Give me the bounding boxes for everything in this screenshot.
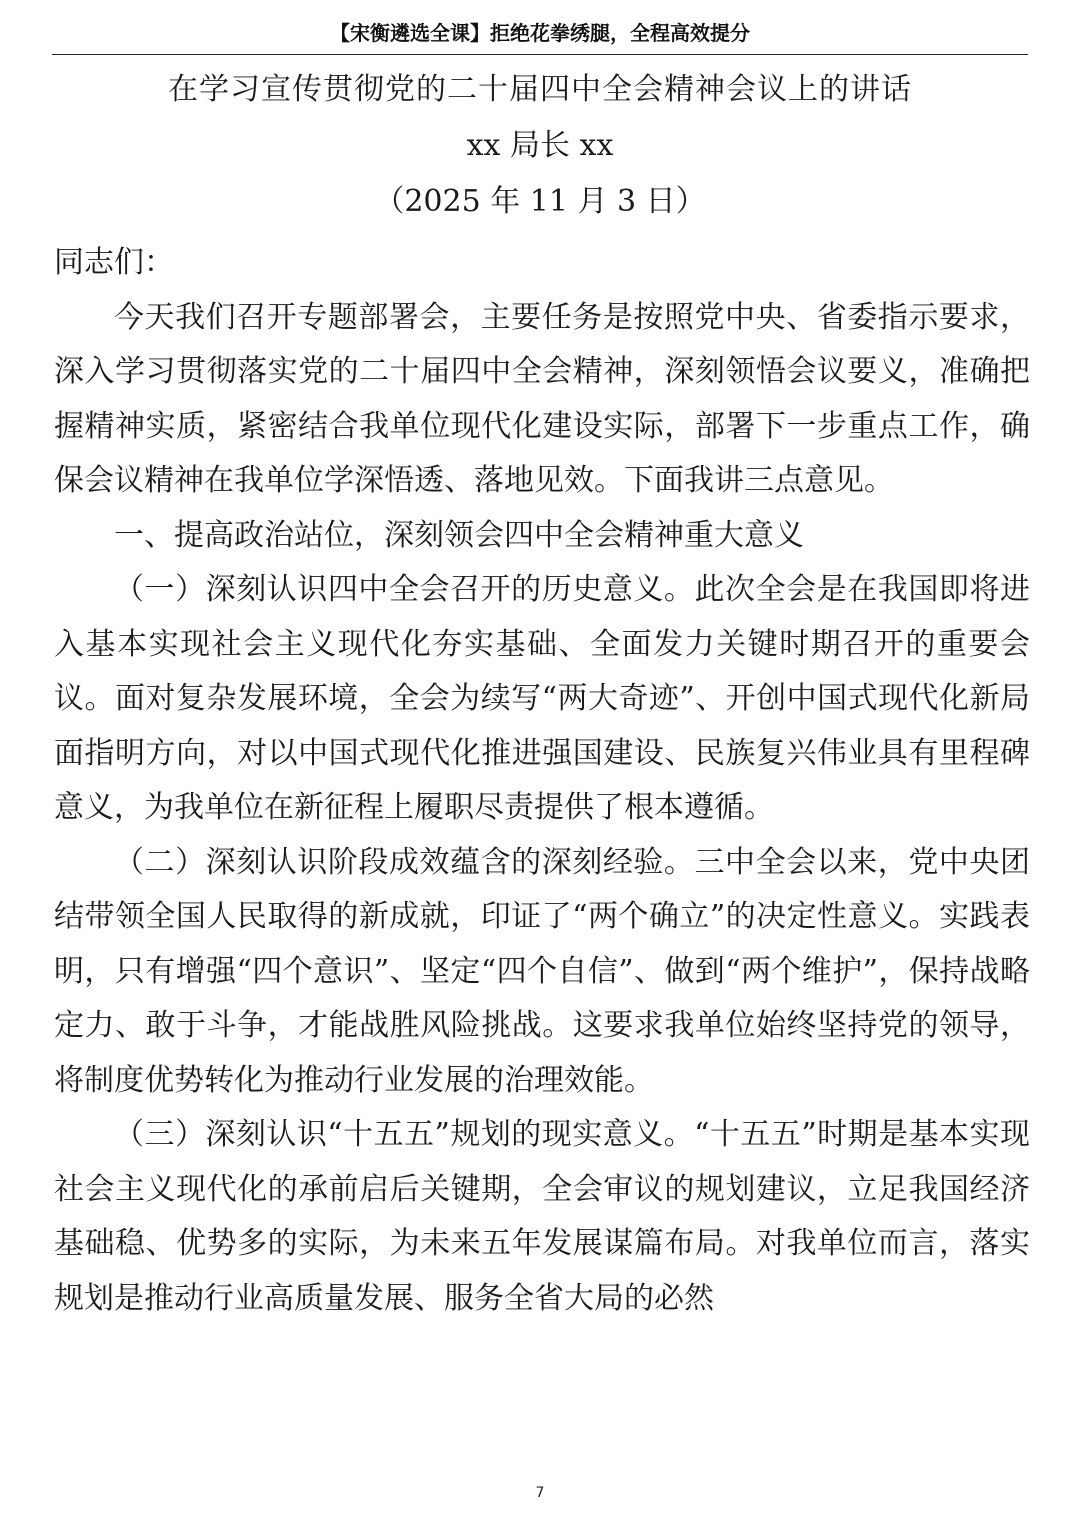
salutation: 同志们： [54, 245, 174, 280]
subsection-paragraph-3: （三）深刻认识“十五五”规划的现实意义。“十五五”时期是基本实现社会主义现代化的承前启后关键期，全会审议的规划建议，立足我国经济基础稳、优势多的实际，为未来五年发展谋篇布局。对我单位而言，落实规划是推动行业高质量发展、服务全省大局的必然 [54, 1117, 1030, 1316]
subsection-paragraph-1: （一）深刻认识四中全会召开的历史意义。此次全会是在我国即将进入基本实现社会主义现代化夯实基础、全面发力关键时期召开的重要会议。面对复杂发展环境，全会为续写“两大奇迹”、开创中国式现代化新局面指明方向，对以中国式现代化推进强国建设、民族复兴伟业具有里程碑意义，为我单位在新征程上履职尽责提供了根本遵循。 [54, 572, 1030, 825]
document-date: （2025 年 11 月 3 日） [374, 184, 706, 219]
intro-paragraph: 今天我们召开专题部署会，主要任务是按照党中央、省委指示要求，深入学习贯彻落实党的二十届四中全会精神，深刻领悟会议要义，准确把握精神实质，紧密结合我单位现代化建设实际，部署下一步重点工作，确保会议精神在我单位学深悟透、落地见效。下面我讲三点意见。 [54, 299, 1030, 498]
document-title: 在学习宣传贯彻党的二十届四中全会精神会议上的讲话 [168, 72, 912, 107]
page-number: 7 [535, 1485, 545, 1501]
header-divider [52, 54, 1028, 55]
document-body [54, 236, 1030, 1326]
section-heading-1: 一、提高政治站位，深刻领会四中全会精神重大意义 [114, 517, 804, 553]
document-speaker: xx 局长 xx [466, 128, 614, 163]
header-banner: 【宋衡遴选全课】拒绝花拳绣腿，全程高效提分 [330, 21, 750, 45]
subsection-paragraph-2: （二）深刻认识阶段成效蕴含的深刻经验。三中全会以来，党中央团结带领全国人民取得的新成就，印证了“两个确立”的决定性意义。实践表明，只有增强“四个意识”、坚定“四个自信”、做到“两个维护”，保持战略定力、敢于斗争，才能战胜风险挑战。这要求我单位始终坚持党的领导，将制度优势转化为推动行业发展的治理效能。 [54, 844, 1030, 1098]
